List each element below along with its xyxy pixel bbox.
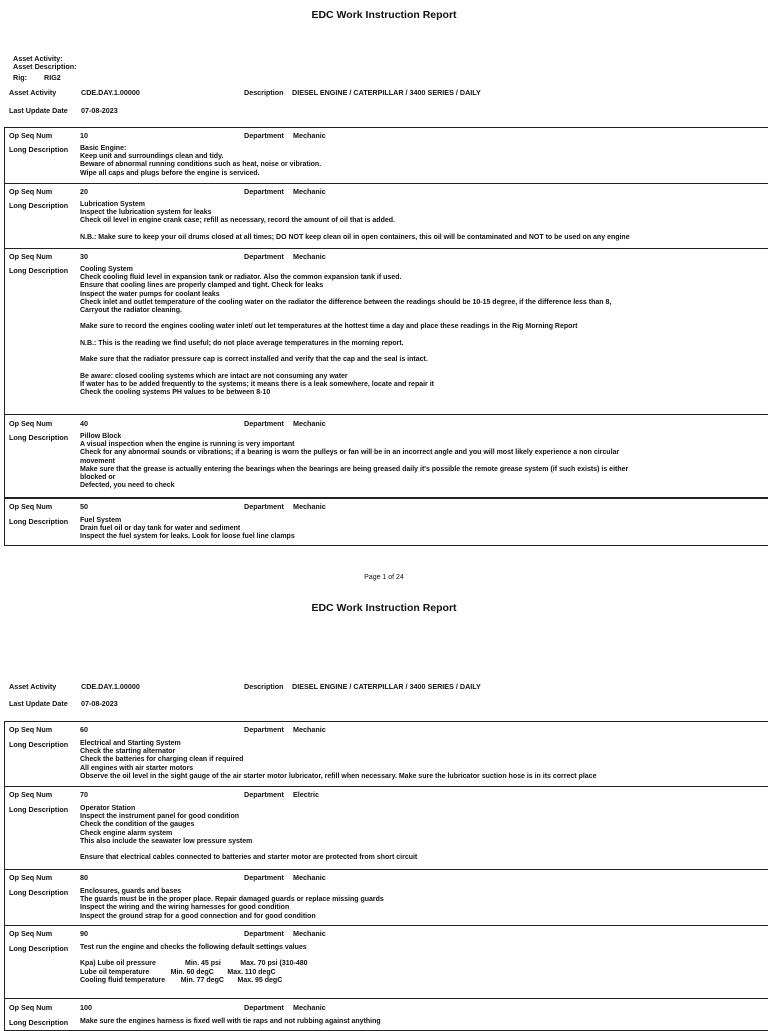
asset-activity-value: CDE.DAY.1.00000 xyxy=(81,88,140,97)
long-description-label: Long Description xyxy=(9,517,69,526)
row-divider xyxy=(4,497,768,499)
row-divider xyxy=(4,786,768,787)
report-title: EDC Work Instruction Report xyxy=(311,9,457,21)
description-label: Description xyxy=(244,88,284,97)
department-label: Department xyxy=(244,873,284,882)
department-label: Department xyxy=(244,1003,284,1012)
op-seq-label: Op Seq Num xyxy=(9,252,53,261)
long-description-text: Make sure the engines harness is fixed well with tie raps and not rubbing against anything xyxy=(80,1018,381,1025)
last-update-label: Last Update Date xyxy=(9,699,68,708)
report-title: EDC Work Instruction Report xyxy=(311,602,457,614)
description-value: DIESEL ENGINE / CATERPILLAR / 3400 SERIES / DAILY xyxy=(292,88,481,97)
long-description-label: Long Description xyxy=(9,888,69,897)
department-value: Mechanic xyxy=(293,929,326,938)
description-value: DIESEL ENGINE / CATERPILLAR / 3400 SERIES / DAILY xyxy=(292,682,481,691)
long-description-label: Long Description xyxy=(9,944,69,953)
asset-description-header-label: Asset Description: xyxy=(13,62,77,71)
row-divider xyxy=(4,998,768,999)
rig-value: RIG2 xyxy=(44,73,61,82)
last-update-label: Last Update Date xyxy=(9,106,68,115)
op-seq-label: Op Seq Num xyxy=(9,131,53,140)
op-seq-label: Op Seq Num xyxy=(9,1003,53,1012)
department-label: Department xyxy=(244,252,284,261)
op-seq-value: 100 xyxy=(80,1003,92,1012)
rig-label: Rig: xyxy=(13,73,27,82)
page-number: Page 1 of 24 xyxy=(364,574,404,581)
department-label: Department xyxy=(244,929,284,938)
op-seq-label: Op Seq Num xyxy=(9,187,53,196)
long-description-text: Pillow Block A visual inspection when the engine is running is very important Check for any abnormal sounds or vibrations; if a bearing is worn the pulleys or fan will be in an incorrect angle and you will most likely experience a non circular movement Make sure that the grease is actually entering the bearings when the bearings are being greased daily it's possible the remote grease system (if such exists) is either blocked or Defected, you need to check xyxy=(80,433,629,490)
long-description-text: Cooling System Check cooling fluid level in expansion tank or radiator. Also the common expansion tank if used. Ensure that cooling lines are properly clamped and tight. Check for leaks Inspect the water pumps for coolant leaks Check inlet and outlet temperature of the cooling water on the radiator the difference between the readings should be 10-15 degree, if the difference less than 8, Carryout the radiator cleaning. Make sure to record the engines cooling water inlet/ out let temperatures at the hottest time a day and place these readings in the Rig Morning Report N.B.: This is the reading we find useful; do not place average temperatures in the morning report. Make sure that the radiator pressure cap is correct installed and verify that the cap and the seal is intact. Be aware: closed cooling systems which are intact are not consuming any water If water has to be added frequently to the systems; it means there is a leak somewhere, locate and repair it Check the cooling systems PH values to be between 8-10 xyxy=(80,266,612,397)
department-value: Electric xyxy=(293,790,319,799)
asset-activity-header-label: Asset Activity: xyxy=(13,54,63,63)
long-description-text: Test run the engine and checks the following default settings values Kpa) Lube oil pressure Min. 45 psi Max. 70 psi (310-480 Lube oil temperature Min. 60 degC Max. 110 degC Cooling fluid temperature Min. 77 degC Max. 95 degC xyxy=(80,944,308,984)
long-description-label: Long Description xyxy=(9,266,69,275)
op-seq-label: Op Seq Num xyxy=(9,790,53,799)
department-value: Mechanic xyxy=(293,419,326,428)
op-seq-value: 40 xyxy=(80,419,88,428)
op-seq-value: 70 xyxy=(80,790,88,799)
long-description-text: Basic Engine: Keep unit and surroundings clean and tidy. Beware of abnormal running conditions such as heat, noise or vibration. Wipe all caps and plugs before the engine is serviced. xyxy=(80,145,322,177)
department-value: Mechanic xyxy=(293,725,326,734)
department-label: Department xyxy=(244,725,284,734)
op-seq-value: 10 xyxy=(80,131,88,140)
last-update-value: 07-08-2023 xyxy=(81,106,118,115)
long-description-label: Long Description xyxy=(9,740,69,749)
long-description-label: Long Description xyxy=(9,201,69,210)
asset-activity-value: CDE.DAY.1.00000 xyxy=(81,682,140,691)
long-description-text: Enclosures, guards and bases The guards must be in the proper place. Repair damaged guards or replace missing guards Inspect the wiring and the wiring harnesses for good condition Inspect the ground strap for a good connection and for good condition xyxy=(80,888,384,920)
department-value: Mechanic xyxy=(293,252,326,261)
department-value: Mechanic xyxy=(293,502,326,511)
row-divider xyxy=(4,925,768,926)
long-description-label: Long Description xyxy=(9,1018,69,1027)
description-label: Description xyxy=(244,682,284,691)
row-divider xyxy=(4,414,768,415)
department-label: Department xyxy=(244,131,284,140)
op-seq-label: Op Seq Num xyxy=(9,419,53,428)
department-label: Department xyxy=(244,502,284,511)
row-divider xyxy=(4,248,768,249)
long-description-text: Electrical and Starting System Check the starting alternator Check the batteries for charging clean if required All engines with air starter motors Observe the oil level in the sight gauge of the air starter motor lubricator, refill when necessary. Make sure the lubricator suction hose is in its correct place xyxy=(80,740,597,780)
long-description-label: Long Description xyxy=(9,433,69,442)
department-value: Mechanic xyxy=(293,1003,326,1012)
row-divider xyxy=(4,869,768,870)
long-description-text: Lubrication System Inspect the lubrication system for leaks Check oil level in engine crank case; refill as necessary, record the amount of oil that is added. N.B.: Make sure to keep your oil drums closed at all times; DO NOT keep clean oil in open containers, this oil will be contaminated and NOT to be used on any engine xyxy=(80,201,630,241)
department-value: Mechanic xyxy=(293,187,326,196)
op-seq-label: Op Seq Num xyxy=(9,725,53,734)
long-description-text: Fuel System Drain fuel oil or day tank for water and sediment Inspect the fuel system for leaks. Look for loose fuel line clamps xyxy=(80,517,295,541)
op-seq-value: 80 xyxy=(80,873,88,882)
op-seq-value: 60 xyxy=(80,725,88,734)
row-divider xyxy=(4,183,768,184)
department-label: Department xyxy=(244,419,284,428)
last-update-value: 07-08-2023 xyxy=(81,699,118,708)
op-seq-value: 90 xyxy=(80,929,88,938)
op-seq-value: 20 xyxy=(80,187,88,196)
department-value: Mechanic xyxy=(293,873,326,882)
department-value: Mechanic xyxy=(293,131,326,140)
op-seq-value: 50 xyxy=(80,502,88,511)
op-seq-label: Op Seq Num xyxy=(9,929,53,938)
op-seq-label: Op Seq Num xyxy=(9,873,53,882)
long-description-label: Long Description xyxy=(9,145,69,154)
op-seq-label: Op Seq Num xyxy=(9,502,53,511)
asset-activity-label: Asset Activity xyxy=(9,682,57,691)
department-label: Department xyxy=(244,790,284,799)
department-label: Department xyxy=(244,187,284,196)
op-seq-value: 30 xyxy=(80,252,88,261)
asset-activity-label: Asset Activity xyxy=(9,88,57,97)
long-description-label: Long Description xyxy=(9,805,69,814)
long-description-text: Operator Station Inspect the instrument panel for good condition Check the condition of the gauges Check engine alarm system This also include the seawater low pressure system Ensure that electrical cables connected to batteries and starter motor are protected from short circuit xyxy=(80,805,418,862)
